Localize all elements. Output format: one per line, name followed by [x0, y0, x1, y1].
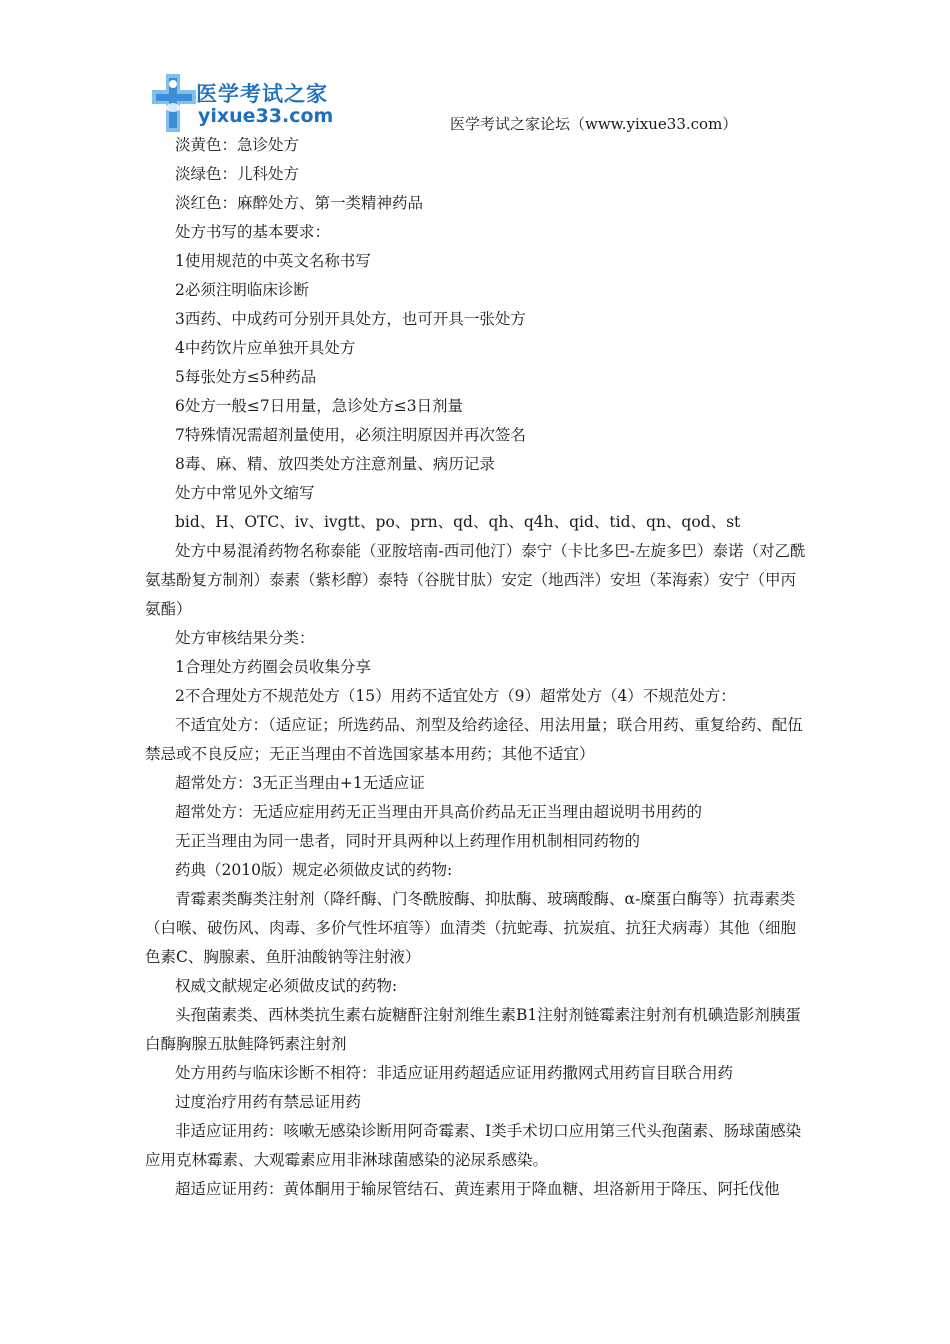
page-header — [0, 0, 950, 136]
paragraph: 药典（2010版）规定必须做皮试的药物: — [175, 861, 453, 879]
logo-chinese-text: 医学考试之家 — [196, 82, 328, 106]
medical-cross-icon — [150, 72, 198, 134]
paragraph: bid、H、OTC、iv、ivgtt、po、prn、qd、qh、q4h、qid、tid、qn、qod、st — [175, 513, 741, 531]
paragraph: 5每张处方≤5种药品 — [175, 368, 317, 386]
paragraph: 4中药饮片应单独开具处方 — [175, 339, 356, 357]
paragraph: 1使用规范的中英文名称书写 — [175, 252, 371, 270]
paragraph: 8毒、麻、精、放四类处方注意剂量、病历记录 — [175, 455, 495, 473]
paragraph: 不适宜处方：（适应证；所选药品、剂型及给药途径、用法用量；联合用药、重复给药、配伍禁忌或不良反应；无正当理由不首选国家基本用药；其他不适宜） — [145, 716, 803, 763]
paragraph: 过度治疗用药有禁忌证用药 — [175, 1093, 362, 1111]
paragraph: 无正当理由为同一患者，同时开具两种以上药理作用机制相同药物的 — [175, 832, 641, 850]
paragraph: 处方审核结果分类： — [175, 629, 315, 647]
paragraph: 权威文献规定必须做皮试的药物: — [175, 977, 398, 995]
paragraph: 超常处方：无适应症用药无正当理由开具高价药品无正当理由超说明书用药的 — [175, 803, 703, 821]
paragraph: 6处方一般≤7日用量，急诊处方≤3日剂量 — [175, 397, 464, 415]
paragraph: 处方用药与临床诊断不相符：非适应证用药超适应证用药撒网式用药盲目联合用药 — [175, 1064, 734, 1082]
paragraph: 2必须注明临床诊断 — [175, 281, 309, 299]
paragraph: 3西药、中成药可分别开具处方，也可开具一张处方 — [175, 310, 526, 328]
paragraph: 青霉素类酶类注射剂（降纤酶、门冬酰胺酶、抑肽酶、玻璃酸酶、α-糜蛋白酶等）抗毒素类（白喉、破伤风、肉毒、多价气性坏疽等）血清类（抗蛇毒、抗炭疽、抗狂犬病毒）其他（细胞色素C、胸腺素、鱼肝油酸钠等注射液） — [145, 890, 797, 966]
paragraph: 1合理处方药圈会员收集分享 — [175, 658, 371, 676]
paragraph: 处方书写的基本要求： — [175, 223, 331, 241]
paragraph: 淡绿色：儿科处方 — [175, 165, 300, 183]
paragraph: 头孢菌素类、西林类抗生素右旋糖酐注射剂维生素B1注射剂链霉素注射剂有机碘造影剂胰蛋白酶胸腺五肽鲑降钙素注射剂 — [145, 1006, 801, 1053]
document-body — [145, 131, 807, 1204]
paragraph: 超常处方：3无正当理由+1无适应证 — [175, 774, 425, 792]
paragraph: 7特殊情况需超剂量使用，必须注明原因并再次签名 — [175, 426, 526, 444]
paragraph: 2不合理处方不规范处方（15）用药不适宜处方（9）超常处方（4）不规范处方： — [175, 687, 736, 705]
paragraph: 非适应证用药：咳嗽无感染诊断用阿奇霉素、Ⅰ类手术切口应用第三代头孢菌素、肠球菌感染应用克林霉素、大观霉素应用非淋球菌感染的泌尿系感染。 — [145, 1122, 802, 1169]
site-title: 医学考试之家论坛（www.yixue33.com） — [450, 115, 738, 133]
paragraph: 淡红色：麻醉处方、第一类精神药品 — [175, 194, 424, 212]
site-logo — [150, 72, 340, 134]
paragraph: 淡黄色：急诊处方 — [175, 136, 300, 154]
paragraph: 处方中常见外文缩写 — [175, 484, 315, 502]
logo-domain-text: yixue33.com — [198, 105, 334, 127]
paragraph: 超适应证用药：黄体酮用于输尿管结石、黄连素用于降血糖、坦洛新用于降压、阿托伐他 — [175, 1180, 780, 1198]
paragraph: 处方中易混淆药物名称泰能（亚胺培南-西司他汀）泰宁（卡比多巴-左旋多巴）泰诺（对乙酰氨基酚复方制剂）泰素（紫杉醇）泰特（谷胱甘肽）安定（地西泮）安坦（苯海索）安宁（甲丙氨酯） — [145, 542, 806, 618]
